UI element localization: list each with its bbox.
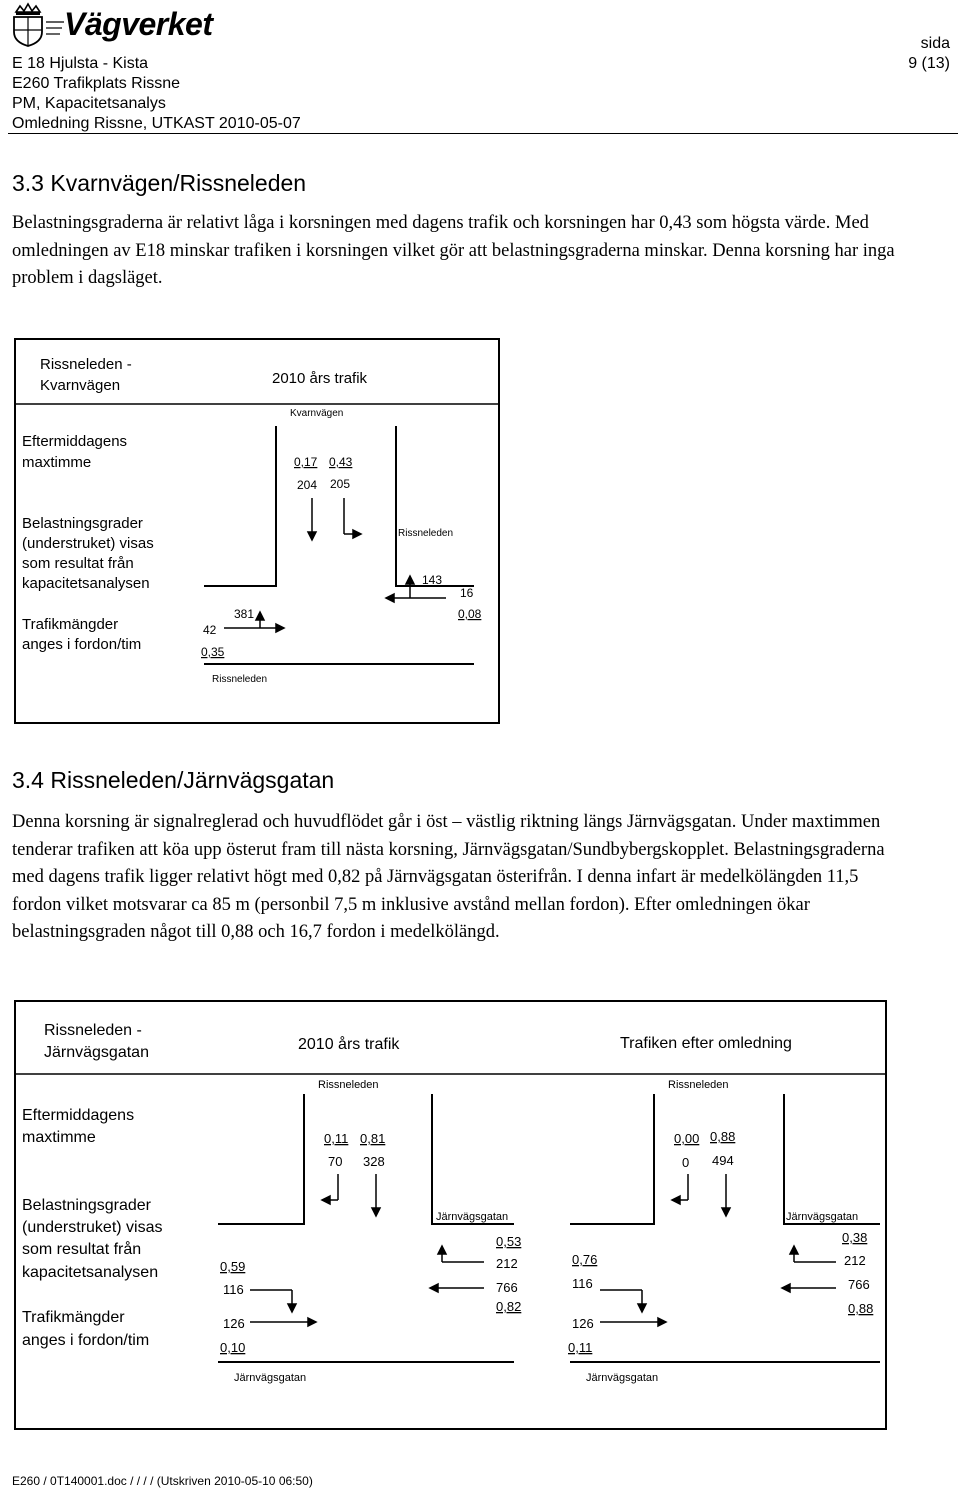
fig2b-north-arrows (672, 1174, 730, 1216)
fig2b-north-deg-right: 0,88 (710, 1129, 736, 1144)
section-3-4-paragraph: Denna korsning är signalreglerad och huvudflödet går i öst – västlig riktning längs Järnvägsgatan. Under maxtimmen tenderar trafiken att köa upp österut fram till nästa korsning, Järnvägsgatan/Sundbybergskopplet. Belastningsgraderna med dagens trafik ligger relativt högt med 0,82 på Järnvägsgatan österifrån. I denna infart är medelkölängden 11,5 fordon vilket motsvarar ca 85 m (personbil 7,5 m inklusive avstånd mellan fordon). Efter omledningen ökar belastningsgraden något till 0,88 och 16,7 fordon i medelkölängd. (12, 812, 885, 942)
fig2a-west-deg-bottom: 0,10 (220, 1340, 246, 1355)
fig2a-road-north-label: Rissneleden (318, 1079, 379, 1091)
fig2a-east-deg-bottom: 0,82 (496, 1299, 522, 1314)
fig1-legend-deg4: kapacitetsanalysen (22, 575, 150, 592)
fig2b-road-east-label: Järnvägsgatan (786, 1211, 859, 1223)
figure-kvarnvagen-rissneleden (14, 338, 500, 724)
fig2-title-line1: Rissneleden - (44, 1022, 142, 1039)
fig2a-north-arrows (322, 1174, 380, 1216)
fig2b-west-deg-top: 0,76 (572, 1252, 598, 1267)
fig2-legend-deg3: som resultat från (22, 1241, 142, 1258)
fig2-legend-peak2: maxtimme (22, 1129, 96, 1146)
fig2b-east-vol-1: 212 (844, 1253, 866, 1268)
fig2b-west-vol-2: 126 (572, 1316, 594, 1331)
fig2b-east-deg-top: 0,38 (842, 1230, 868, 1245)
fig2-legend-deg2: (understruket) visas (22, 1219, 163, 1236)
fig2a-east-vol-1: 212 (496, 1256, 518, 1271)
fig1-title-line2: Kvarnvägen (40, 377, 121, 394)
fig2b-east-arrows (782, 1246, 836, 1292)
intersection-diagram-2 (14, 1000, 887, 1430)
fig2b-east-vol-2: 766 (848, 1277, 870, 1292)
section-heading-3-3: 3.3 Kvarnvägen/Rissneleden (12, 170, 307, 196)
page-label: sida (920, 35, 950, 52)
fig2a-north-vol-right: 328 (363, 1154, 385, 1169)
intersection-diagram-1 (14, 338, 500, 724)
logo-wordmark: Vägverket (64, 6, 213, 42)
header-line-2: E260 Trafikplats Rissne (12, 75, 181, 92)
fig2a-west-arrows (250, 1290, 316, 1326)
fig1-panel-title: 2010 års trafik (272, 370, 368, 387)
fig1-north-arrows (308, 498, 361, 540)
fig2b-west-vol-1: 116 (572, 1276, 593, 1291)
fig2a-road-south-label: Järnvägsgatan (234, 1372, 307, 1384)
fig1-title-line1: Rissneleden - (40, 356, 132, 373)
section-3-3-paragraph: Belastningsgraderna är relativt låga i korsningen med dagens trafik och korsningen har 0,43 som högsta värde. Med omledningen av E18 minskar trafiken i korsningen vilket gör att belastningsgraderna minskar. Denna korsning har inga problem i dagsläget. (12, 213, 895, 288)
fig1-north-vol-left: 204 (297, 478, 318, 492)
fig1-south-vol-left: 381 (234, 607, 255, 621)
fig1-north-vol-right: 205 (330, 477, 351, 491)
fig1-south-vol-mid: 42 (203, 623, 217, 637)
fig1-legend-flow2: anges i fordon/tim (22, 636, 142, 653)
fig1-south-deg: 0,35 (201, 645, 225, 659)
figure-rissneleden-jarnvagsgatan (14, 1000, 887, 1430)
fig1-legend-flow1: Trafikmängder (22, 616, 119, 633)
page-footer: E260 / 0T140001.doc / / / / (Utskriven 2010-05-10 06:50) (12, 1474, 313, 1488)
fig2-legend-deg4: kapacitetsanalysen (22, 1264, 159, 1281)
fig2a-west-vol-2: 126 (223, 1316, 245, 1331)
fig1-legend-peak1: Eftermiddagens (22, 433, 128, 450)
section-heading-3-4: 3.4 Rissneleden/Järnvägsgatan (12, 767, 335, 793)
fig2a-north-deg-left: 0,11 (324, 1131, 349, 1146)
fig2a-east-vol-2: 766 (496, 1280, 518, 1295)
fig2b-north-vol-left: 0 (682, 1155, 690, 1170)
fig1-east-deg: 0,08 (458, 607, 482, 621)
fig2-panel-b-title: Trafiken efter omledning (620, 1035, 792, 1052)
fig2a-north-deg-right: 0,81 (360, 1131, 386, 1146)
fig2-title-line2: Järnvägsgatan (44, 1044, 149, 1061)
fig2b-road-north-label: Rissneleden (668, 1079, 729, 1091)
fig1-legend-peak2: maxtimme (22, 454, 92, 471)
page-number: 9 (13) (908, 55, 950, 72)
fig2-legend-flow1: Trafikmängder (22, 1309, 125, 1326)
fig1-road-east-label: Rissneleden (398, 528, 454, 539)
fig1-east-vol-right: 16 (460, 586, 474, 600)
fig2a-west-vol-1: 116 (223, 1282, 244, 1297)
header-divider (8, 133, 958, 134)
header-line-1: E 18 Hjulsta - Kista (12, 55, 149, 72)
header-line-4: Omledning Rissne, UTKAST 2010-05-07 (12, 115, 301, 132)
fig2a-east-arrows (430, 1246, 484, 1292)
fig2b-road-south-label: Järnvägsgatan (586, 1372, 659, 1384)
fig2-legend-deg1: Belastningsgrader (22, 1197, 151, 1214)
fig2a-east-deg-top: 0,53 (496, 1234, 522, 1249)
fig1-north-deg-left: 0,17 (294, 455, 318, 469)
fig2-panel-b (568, 1079, 880, 1384)
fig1-north-deg-right: 0,43 (329, 455, 353, 469)
vagverket-logo (6, 2, 216, 48)
fig1-legend-deg3: som resultat från (22, 555, 134, 572)
fig1-road-north-label: Kvarnvägen (290, 408, 344, 419)
fig2-legend-peak1: Eftermiddagens (22, 1107, 135, 1124)
header-line-3: PM, Kapacitetsanalys (12, 95, 166, 112)
fig2a-north-vol-left: 70 (328, 1154, 343, 1169)
fig2-panel-a-title: 2010 års trafik (298, 1036, 400, 1053)
fig1-road-south-label: Rissneleden (212, 674, 268, 685)
fig2b-east-deg-bottom: 0,88 (848, 1301, 874, 1316)
fig2b-north-deg-left: 0,00 (674, 1131, 700, 1146)
fig1-east-vol-left: 143 (422, 573, 443, 587)
fig1-legend-deg2: (understruket) visas (22, 535, 154, 552)
fig2-panel-a (218, 1079, 521, 1384)
fig2-legend-flow2: anges i fordon/tim (22, 1332, 150, 1349)
fig2a-west-deg-top: 0,59 (220, 1259, 246, 1274)
fig1-legend-deg1: Belastningsgrader (22, 515, 143, 532)
fig2b-west-arrows (600, 1290, 666, 1326)
fig2b-north-vol-right: 494 (712, 1153, 734, 1168)
fig2b-west-deg-bottom: 0,11 (568, 1340, 593, 1355)
fig2a-road-east-label: Järnvägsgatan (436, 1211, 509, 1223)
